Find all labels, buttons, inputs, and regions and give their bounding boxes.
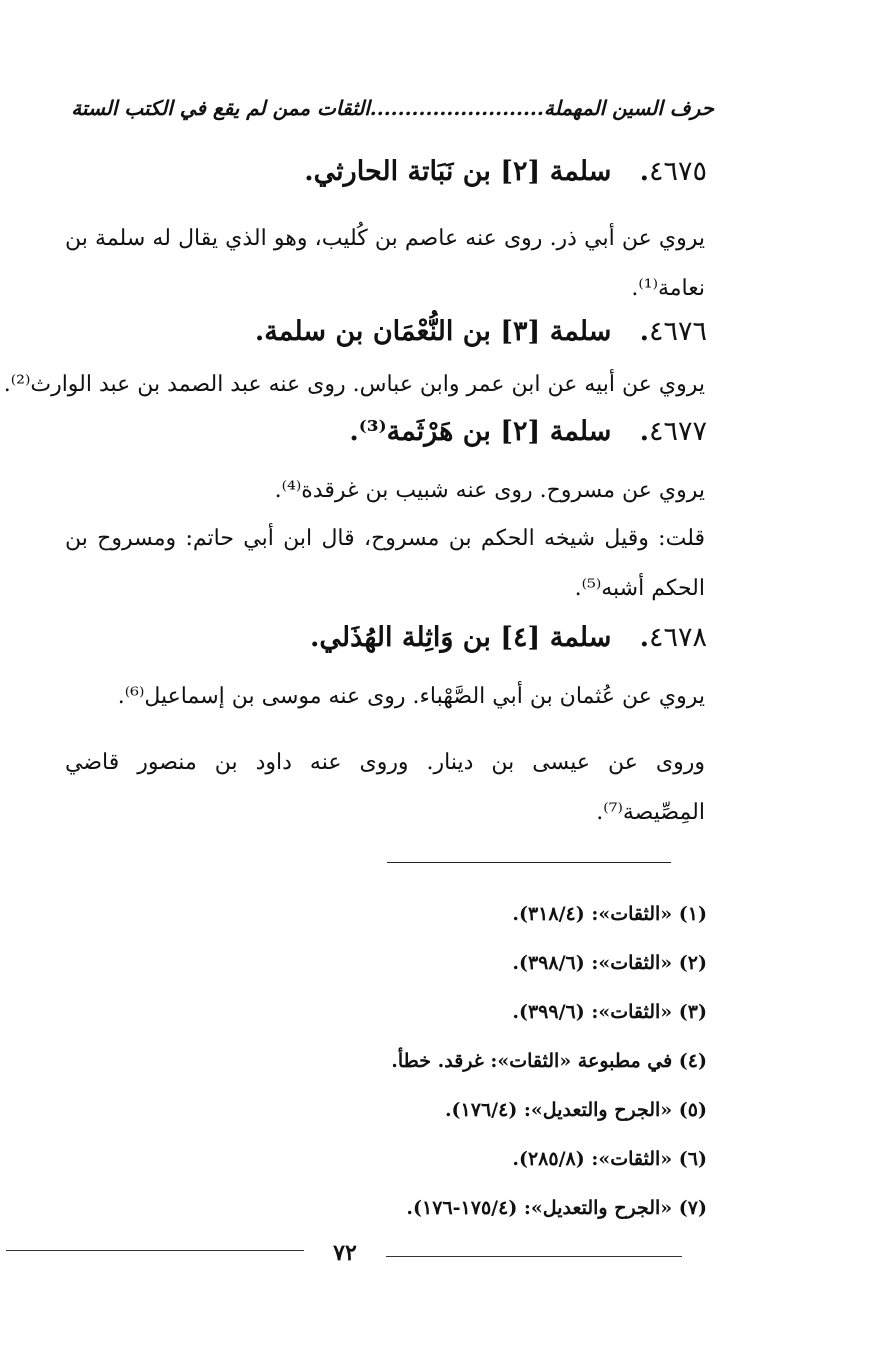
- running-header: حرف السين المهملة.........................الثقات ممن لم يقع في الكتب الستة: [71, 96, 714, 120]
- entry-title: سلمة [٣] بن النُّعْمَان بن سلمة.: [254, 316, 612, 347]
- footnote-separator: [387, 862, 671, 863]
- entry-paragraph: يروي عن مسروح. روى عنه شبيب بن غرقدة⁽⁴⁾.: [274, 478, 705, 503]
- footnote-5: (٥) «الجرح والتعديل»: (١٧٦/٤).: [444, 1099, 707, 1121]
- footnote-1: (١) «الثقات»: (٣١٨/٤).: [512, 903, 707, 925]
- entry-title: سلمة [٢] بن نَبَاتة الحارثي.: [304, 156, 612, 187]
- footnote-7: (٧) «الجرح والتعديل»: (١٧٥/٤-١٧٦).: [406, 1197, 707, 1219]
- entry-paragraph: يروي عن أبيه عن ابن عمر وابن عباس. روى عنه عبد الصمد بن عبد الوارث⁽²⁾.: [3, 372, 705, 397]
- entry-paragraph: وروى عن عيسى بن دينار. وروى عنه داود بن منصور قاضي المِصِّيصة⁽⁷⁾.: [65, 750, 705, 825]
- footer-rule-right: [386, 1256, 682, 1257]
- entry-heading-4677: ٤٦٧٧. سلمة [٢] بن هَرْثَمة⁽³⁾.: [349, 416, 707, 447]
- entry-number: ٤٦٧٨: [648, 622, 707, 653]
- footer-rule-left: [6, 1250, 304, 1251]
- entry-title: سلمة [٤] بن وَاثِلة الهُذَلي.: [310, 622, 612, 653]
- entry-number: ٤٦٧٧: [648, 416, 707, 447]
- entry-number: ٤٦٧٥: [648, 156, 707, 187]
- footnote-3: (٣) «الثقات»: (٣٩٩/٦).: [512, 1001, 707, 1023]
- footnote-6: (٦) «الثقات»: (٢٨٥/٨).: [512, 1148, 707, 1170]
- entry-heading-4676: ٤٦٧٦. سلمة [٣] بن النُّعْمَان بن سلمة.: [254, 316, 707, 347]
- entry-paragraph: قلت: وقيل شيخه الحكم بن مسروح، قال ابن أبي حاتم: ومسروح بن الحكم أشبه⁽⁵⁾.: [65, 526, 705, 601]
- footnote-4: (٤) في مطبوعة «الثقات»: غرقد. خطأ.: [391, 1050, 707, 1072]
- entry-title: سلمة [٢] بن هَرْثَمة⁽³⁾.: [349, 416, 612, 447]
- entry-heading-4675: ٤٦٧٥. سلمة [٢] بن نَبَاتة الحارثي.: [304, 156, 707, 187]
- footnote-2: (٢) «الثقات»: (٣٩٨/٦).: [512, 952, 707, 974]
- entry-paragraph: يروي عن عُثمان بن أبي الصَّهْباء. روى عنه موسى بن إسماعيل⁽⁶⁾.: [117, 684, 705, 709]
- entry-heading-4678: ٤٦٧٨. سلمة [٤] بن وَاثِلة الهُذَلي.: [310, 622, 707, 653]
- entry-number: ٤٦٧٦: [648, 316, 707, 347]
- page-number: ٧٢: [333, 1240, 357, 1266]
- footnotes: [187, 890, 707, 1233]
- entry-paragraph: يروي عن أبي ذر. روى عنه عاصم بن كُليب، وهو الذي يقال له سلمة بن نعامة⁽¹⁾.: [65, 226, 705, 301]
